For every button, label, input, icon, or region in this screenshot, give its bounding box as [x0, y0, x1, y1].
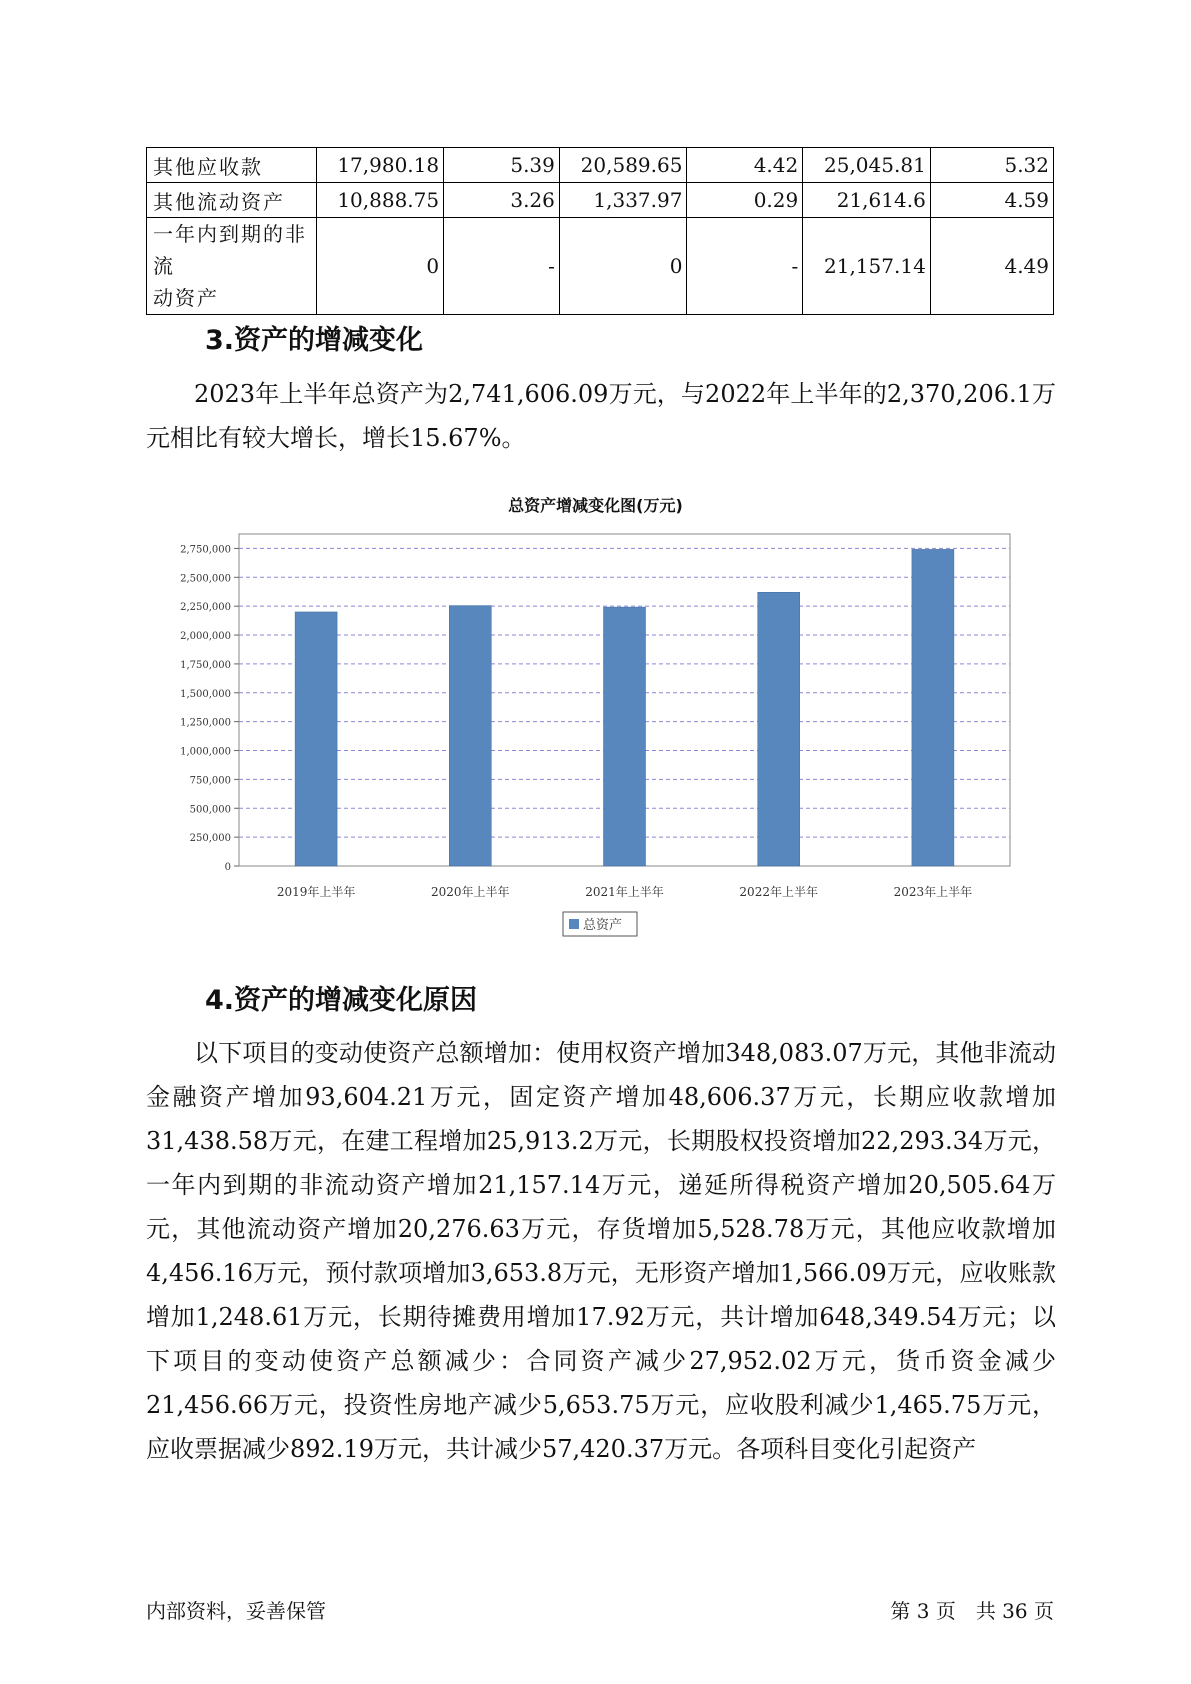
y-tick-label: 2,000,000 — [180, 631, 231, 643]
table-cell: 5.32 — [930, 148, 1053, 183]
table-cell: - — [687, 218, 803, 315]
y-tick-label: 1,000,000 — [180, 746, 231, 758]
row-label: 其他应收款 — [147, 148, 317, 183]
body-paragraph: 以下项目的变动使资产总额增加：使用权资产增加348,083.07万元，其他非流动金融资产增加93,604.21万元，固定资产增加48,606.37万元，长期应收款增加31,438.58万元，在建工程增加25,913.2万元，长期股权投资增加22,293.34万元，一年内到期的非流动资产增加21,157.14万元，递延所得税资产增加20,505.64万元，其他流动资产增加20,276.63万元，存货增加5,528.78万元，其他应收款增加4,456.16万元，预付款项增加3,653.8万元，无形资产增加1,566.09万元，应收账款增加1,248.61万元，长期待摊费用增加17.92万元，共计增加648,349.54万元；以下项目的变动使资产总额减少：合同资产减少27,952.02万元，货币资金减少21,456.66万元，投资性房地产减少5,653.75万元，应收股利减少1,465.75万元，应收票据减少892.19万元，共计减少57,420.37万元。各项科目变化引起资产 — [146, 1039, 1056, 1463]
table-cell: 1,337.97 — [559, 183, 687, 218]
x-tick-label: 2023年上半年 — [893, 885, 973, 899]
table-cell: 0 — [316, 218, 444, 315]
y-tick-label: 1,750,000 — [180, 659, 231, 671]
x-tick-label: 2019年上半年 — [276, 885, 356, 899]
table-cell: 4.42 — [687, 148, 803, 183]
section-heading: 4.资产的增减变化原因 — [205, 985, 478, 1016]
table-cell: 3.26 — [444, 183, 560, 218]
y-tick-label: 2,250,000 — [180, 602, 231, 614]
y-tick-label: 1,250,000 — [180, 717, 231, 729]
table-cell: 4.59 — [930, 183, 1053, 218]
y-tick-label: 500,000 — [189, 804, 231, 816]
body-paragraph: 2023年上半年总资产为2,741,606.09万元，与2022年上半年的2,370,206.1万元相比有较大增长，增长15.67%。 — [146, 380, 1056, 452]
table-cell: 0 — [559, 218, 687, 315]
row-label-line: 动资产 — [153, 286, 219, 310]
x-tick-label: 2021年上半年 — [585, 885, 664, 899]
table-cell: 17,980.18 — [316, 148, 444, 183]
table-cell: 0.29 — [687, 183, 803, 218]
bar — [758, 592, 800, 866]
table-cell: 4.49 — [930, 218, 1053, 315]
bar — [604, 607, 646, 866]
table-cell: 25,045.81 — [803, 148, 931, 183]
bar — [449, 606, 491, 866]
x-tick-label: 2022年上半年 — [739, 885, 818, 899]
bar — [912, 549, 954, 866]
y-tick-label: 250,000 — [189, 833, 231, 845]
chart-title: 总资产增减变化图(万元) — [508, 496, 683, 515]
y-tick-label: 2,750,000 — [180, 544, 231, 556]
section-heading: 3.资产的增减变化 — [205, 325, 424, 356]
row-label: 其他流动资产 — [147, 183, 317, 218]
footer-note: 内部资料，妥善保管 — [146, 1599, 326, 1623]
y-tick-label: 0 — [224, 862, 231, 873]
row-label-line: 一年内到期的非流 — [153, 222, 307, 278]
y-tick-label: 750,000 — [189, 775, 231, 787]
legend-label: 总资产 — [583, 918, 623, 933]
table-cell: 5.39 — [444, 148, 560, 183]
table-cell: 10,888.75 — [316, 183, 444, 218]
table-cell: 21,157.14 — [803, 218, 931, 315]
page-number: 第 3 页 共 36 页 — [890, 1599, 1054, 1623]
table-cell: - — [444, 218, 560, 315]
legend-swatch — [569, 919, 579, 929]
y-tick-label: 2,500,000 — [180, 573, 231, 585]
table-cell: 21,614.6 — [803, 183, 931, 218]
x-tick-label: 2020年上半年 — [431, 885, 510, 899]
bar — [295, 612, 337, 866]
table-cell: 20,589.65 — [559, 148, 687, 183]
y-tick-label: 1,500,000 — [180, 688, 231, 700]
